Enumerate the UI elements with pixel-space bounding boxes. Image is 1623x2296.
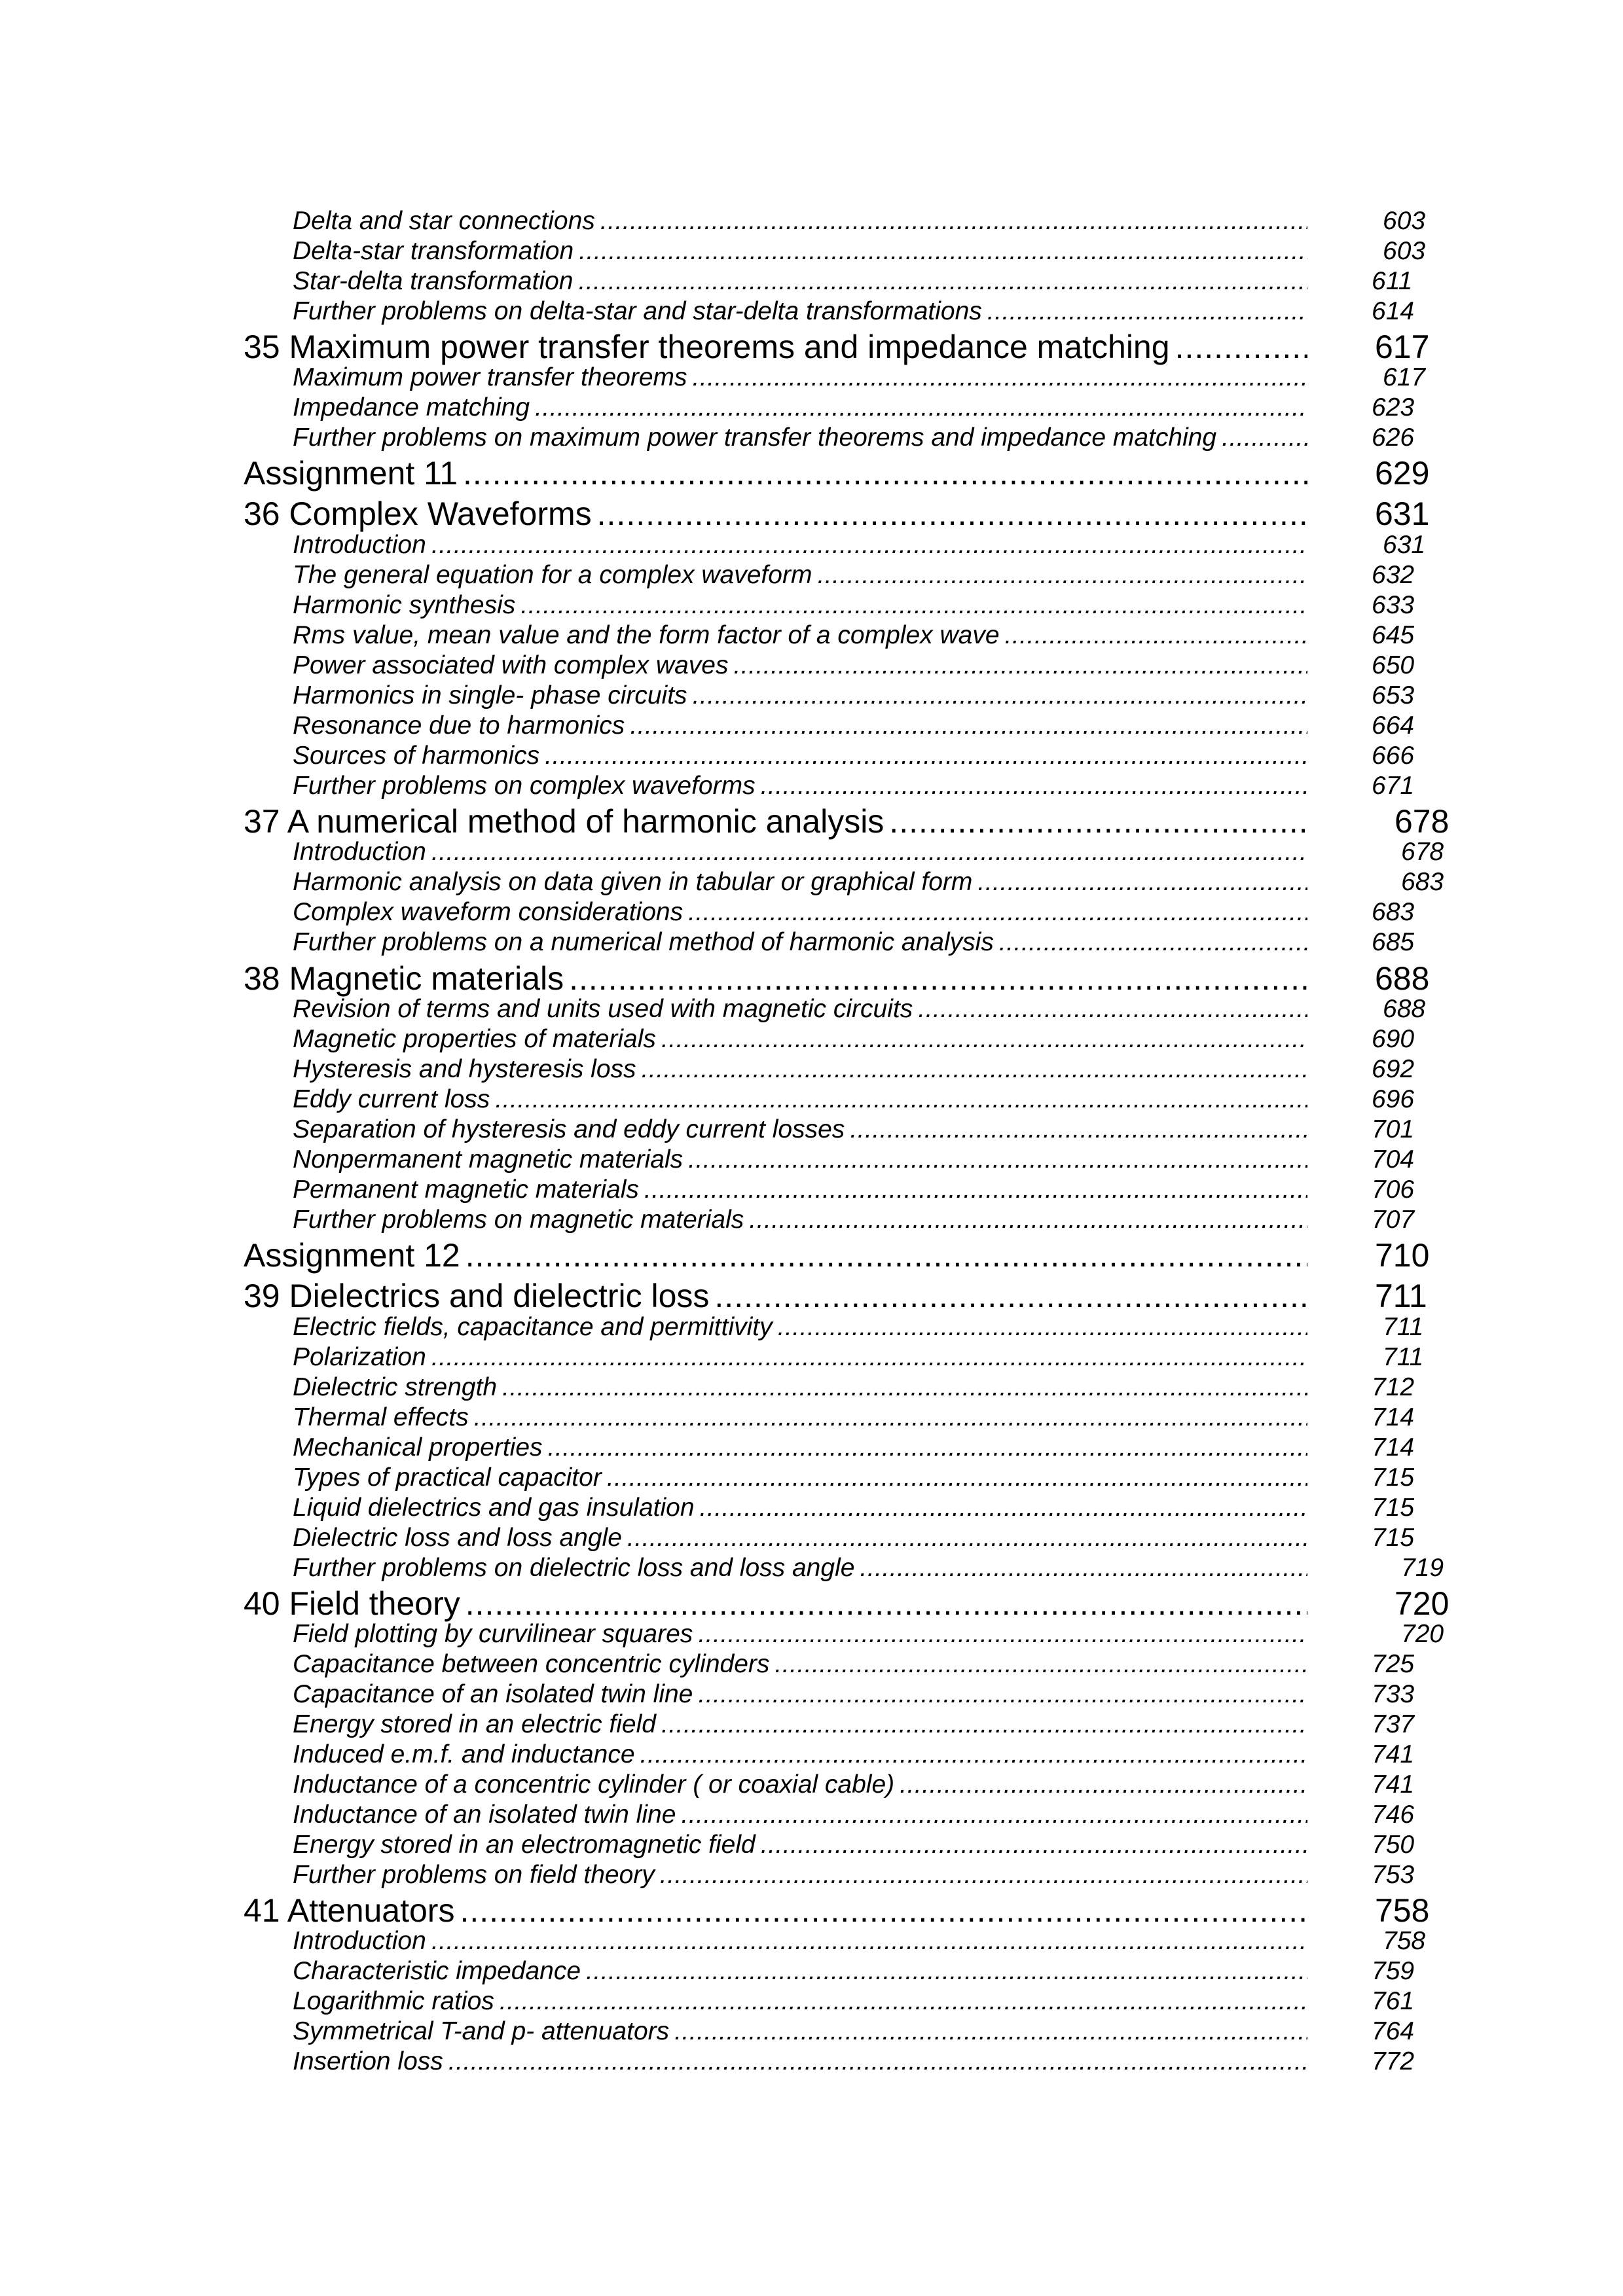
dot-leader (465, 1587, 1307, 1620)
dot-leader (535, 395, 1307, 420)
entry-title: Further problems on complex waveforms (293, 772, 756, 800)
dot-leader (545, 743, 1307, 768)
entry-title: Energy stored in an electric field (293, 1710, 656, 1738)
dot-leader (688, 1147, 1307, 1172)
page-number: 666 (1372, 742, 1415, 770)
page-number: 632 (1372, 561, 1415, 589)
toc-section-entry (293, 1086, 1307, 1112)
dot-leader (431, 839, 1307, 865)
dot-leader (850, 1117, 1307, 1142)
toc-section-entry (293, 1147, 1307, 1172)
toc-section-entry (293, 365, 1307, 390)
page-number: 741 (1372, 1770, 1415, 1799)
toc-section-entry (293, 1314, 1307, 1340)
toc-section-entry (293, 1465, 1307, 1490)
entry-title: Revision of terms and units used with magnetic circuits (293, 995, 913, 1023)
entry-title: Further problems on dielectric loss and loss angle (293, 1554, 855, 1582)
dot-leader (860, 1555, 1307, 1581)
dot-leader (597, 497, 1307, 530)
entry-title: 37 A numerical method of harmonic analysis (244, 803, 884, 840)
dot-leader (548, 1435, 1307, 1460)
entry-title: Capacitance between concentric cylinders (293, 1650, 770, 1678)
dot-leader (607, 1465, 1307, 1490)
dot-leader (520, 592, 1307, 618)
entry-title: 40 Field theory (244, 1585, 460, 1622)
toc-chapter-entry (244, 962, 1307, 995)
toc-chapter-entry (244, 457, 1307, 490)
page-number: 712 (1372, 1373, 1415, 1401)
toc-section-entry (293, 1405, 1307, 1430)
entry-title: Further problems on maximum power transfer theorems and impedance matching (293, 423, 1217, 452)
dot-leader (448, 2049, 1307, 2074)
dot-leader (502, 1374, 1307, 1400)
toc-section-entry (293, 869, 1307, 895)
page-number: 678 (1401, 838, 1444, 866)
page-number: 758 (1375, 1892, 1430, 1929)
toc-section-entry (293, 532, 1307, 558)
dot-leader (900, 1772, 1307, 1797)
page-number: 645 (1372, 621, 1415, 649)
dot-leader (693, 365, 1307, 390)
entry-title: Electric fields, capacitance and permittivity (293, 1313, 773, 1341)
page-number: 614 (1372, 297, 1415, 325)
toc-section-entry (293, 1117, 1307, 1142)
page-number: 720 (1401, 1620, 1444, 1648)
page-number: 701 (1372, 1115, 1415, 1143)
page-number: 633 (1372, 591, 1415, 619)
dot-leader (463, 457, 1307, 490)
entry-title: Further problems on magnetic materials (293, 1206, 744, 1234)
entry-title: Liquid dielectrics and gas insulation (293, 1494, 695, 1522)
toc-section-entry (293, 713, 1307, 738)
toc-section-entry (293, 1802, 1307, 1827)
page-number: 631 (1383, 531, 1426, 559)
entry-title: Sources of harmonics (293, 742, 540, 770)
toc-section-entry (293, 1928, 1307, 1954)
entry-title: Thermal effects (293, 1403, 469, 1431)
page-number: 761 (1372, 1987, 1415, 2015)
entry-title: Mechanical properties (293, 1433, 543, 1462)
dot-leader (977, 869, 1307, 895)
page-number: 671 (1372, 772, 1415, 800)
dot-leader (569, 962, 1307, 995)
entry-title: Introduction (293, 531, 426, 559)
toc-chapter-entry (244, 1280, 1307, 1312)
page-number: 611 (1372, 267, 1413, 295)
entry-title: Characteristic impedance (293, 1957, 581, 1985)
toc-section-entry (293, 1621, 1307, 1647)
dot-leader (700, 1495, 1307, 1520)
toc-section-entry (293, 1344, 1307, 1370)
entry-title: Further problems on a numerical method of harmonic analysis (293, 928, 994, 956)
entry-title: Eddy current loss (293, 1085, 490, 1113)
page-number: 664 (1372, 711, 1415, 740)
toc-section-entry (293, 996, 1307, 1022)
toc-section-entry (293, 653, 1307, 678)
entry-title: Resonance due to harmonics (293, 711, 625, 740)
page-number: 696 (1372, 1085, 1415, 1113)
toc-section-entry (293, 395, 1307, 420)
dot-leader (1175, 331, 1307, 363)
dot-leader (579, 238, 1307, 264)
toc-section-entry (293, 1026, 1307, 1052)
entry-title: Introduction (293, 1927, 426, 1955)
dot-leader (681, 1802, 1307, 1827)
toc-section-entry (293, 929, 1307, 955)
page-number: 758 (1383, 1927, 1426, 1955)
entry-title: Permanent magnetic materials (293, 1175, 639, 1204)
dot-leader (1005, 622, 1307, 648)
entry-title: Polarization (293, 1343, 426, 1371)
dot-leader (918, 996, 1307, 1022)
dot-leader (688, 899, 1307, 925)
entry-title: 39 Dielectrics and dielectric loss (244, 1278, 710, 1314)
dot-leader (642, 1056, 1307, 1082)
entry-title: Star-delta transformation (293, 267, 574, 295)
page-number: 753 (1372, 1861, 1415, 1889)
toc-section-entry (293, 425, 1307, 450)
page-number: 733 (1372, 1680, 1415, 1708)
page-number: 707 (1372, 1206, 1415, 1234)
dot-leader (627, 1525, 1307, 1551)
page-number: 706 (1372, 1175, 1415, 1204)
dot-leader (431, 1928, 1307, 1954)
dot-leader (761, 773, 1307, 798)
page-number: 683 (1372, 898, 1415, 926)
page-number: 650 (1372, 651, 1415, 679)
page-number: 683 (1401, 868, 1444, 896)
entry-title: Field plotting by curvilinear squares (293, 1620, 693, 1648)
toc-section-entry (293, 268, 1307, 294)
page-number: 617 (1383, 363, 1426, 391)
dot-leader (761, 1832, 1307, 1857)
toc-section-entry (293, 622, 1307, 648)
entry-title: Harmonic synthesis (293, 591, 516, 619)
dot-leader (987, 298, 1307, 324)
toc-section-entry (293, 1958, 1307, 1984)
page-number: 629 (1375, 455, 1430, 492)
dot-leader (579, 268, 1308, 294)
toc-chapter-entry (244, 805, 1307, 838)
toc-section-entry (293, 1177, 1307, 1202)
entry-title: Magnetic properties of materials (293, 1025, 656, 1053)
toc-section-entry (293, 1712, 1307, 1737)
entry-title: Dielectric strength (293, 1373, 498, 1401)
toc-section-entry (293, 592, 1307, 618)
page-number: 623 (1372, 393, 1415, 422)
page-number: 688 (1375, 960, 1430, 997)
toc-section-entry (293, 683, 1307, 708)
page-number: 715 (1372, 1494, 1415, 1522)
dot-leader (431, 1344, 1307, 1370)
toc-chapter-entry (244, 1894, 1307, 1927)
toc-section-entry (293, 1772, 1307, 1797)
toc-section-entry (293, 2049, 1307, 2074)
entry-title: Delta and star connections (293, 207, 595, 235)
page-number: 631 (1375, 495, 1430, 532)
page-number: 603 (1383, 237, 1426, 265)
page-number: 715 (1372, 1524, 1415, 1552)
entry-title: Insertion loss (293, 2047, 443, 2075)
toc-chapter-entry (244, 497, 1307, 530)
dot-leader (586, 1958, 1307, 1984)
page-number: 626 (1372, 423, 1415, 452)
entry-title: 36 Complex Waveforms (244, 495, 592, 532)
dot-leader (460, 1894, 1307, 1927)
page-number: 711 (1383, 1313, 1424, 1341)
dot-leader (500, 1988, 1307, 2014)
entry-title: Further problems on delta-star and star-delta transformations (293, 297, 982, 325)
toc-section-entry (293, 1862, 1307, 1888)
dot-leader (698, 1681, 1307, 1707)
page-number: 719 (1401, 1554, 1444, 1582)
toc-section-entry (293, 208, 1307, 234)
page-number: 746 (1372, 1801, 1415, 1829)
dot-leader (600, 208, 1307, 234)
toc-section-entry (293, 2018, 1307, 2044)
toc-section-entry (293, 743, 1307, 768)
toc-section-entry (293, 1435, 1307, 1460)
dot-leader (698, 1621, 1307, 1647)
page-number: 759 (1372, 1957, 1415, 1985)
page-number: 725 (1372, 1650, 1415, 1678)
page-number: 711 (1375, 1278, 1427, 1314)
dot-leader (660, 1862, 1307, 1888)
entry-title: Logarithmic ratios (293, 1987, 494, 2015)
dot-leader (999, 929, 1307, 955)
entry-title: Assignment 11 (244, 455, 458, 492)
dot-leader (661, 1712, 1307, 1737)
entry-title: Harmonics in single- phase circuits (293, 681, 687, 709)
dot-leader (778, 1314, 1307, 1340)
page-number: 715 (1372, 1463, 1415, 1492)
dot-leader (1222, 425, 1307, 450)
toc-section-entry (293, 1056, 1307, 1082)
toc-section-entry (293, 839, 1307, 865)
toc-section-entry (293, 899, 1307, 925)
page-number: 711 (1383, 1343, 1424, 1371)
page-number: 714 (1372, 1403, 1415, 1431)
toc-section-entry (293, 1681, 1307, 1707)
page-number: 690 (1372, 1025, 1415, 1053)
entry-title: Introduction (293, 838, 426, 866)
page-number: 704 (1372, 1145, 1415, 1174)
toc-chapter-entry (244, 1587, 1307, 1620)
dot-leader (661, 1026, 1307, 1052)
toc-section-entry (293, 1651, 1307, 1677)
entry-title: Impedance matching (293, 393, 530, 422)
entry-title: Inductance of a concentric cylinder ( or coaxial cable) (293, 1770, 895, 1799)
page-number: 737 (1372, 1710, 1415, 1738)
page-number: 617 (1375, 329, 1430, 365)
entry-title: 35 Maximum power transfer theorems and impedance matching (244, 329, 1170, 365)
page-number: 750 (1372, 1831, 1415, 1859)
entry-title: 41 Attenuators (244, 1892, 455, 1929)
page-number: 685 (1372, 928, 1415, 956)
entry-title: Energy stored in an electromagnetic field (293, 1831, 756, 1859)
dot-leader (630, 713, 1307, 738)
entry-title: Types of practical capacitor (293, 1463, 602, 1492)
dot-leader (474, 1405, 1307, 1430)
entry-title: Separation of hysteresis and eddy current losses (293, 1115, 845, 1143)
toc-section-entry (293, 298, 1307, 324)
entry-title: Maximum power transfer theorems (293, 363, 687, 391)
dot-leader (465, 1239, 1307, 1272)
toc-section-entry (293, 1555, 1307, 1581)
dot-leader (693, 683, 1307, 708)
dot-leader (775, 1651, 1307, 1677)
dot-leader (749, 1207, 1307, 1232)
toc-section-entry (293, 562, 1307, 588)
dot-leader (431, 532, 1307, 558)
dot-leader (640, 1742, 1307, 1767)
page-number: 772 (1372, 2047, 1415, 2075)
entry-title: Delta-star transformation (293, 237, 574, 265)
entry-title: Assignment 12 (244, 1237, 460, 1274)
entry-title: The general equation for a complex waveform (293, 561, 812, 589)
entry-title: Harmonic analysis on data given in tabular or graphical form (293, 868, 973, 896)
page-number: 764 (1372, 2017, 1415, 2045)
toc-section-entry (293, 1207, 1307, 1232)
toc-section-entry (293, 1374, 1307, 1400)
page-number: 714 (1372, 1433, 1415, 1462)
page-number: 692 (1372, 1055, 1415, 1083)
entry-title: Further problems on field theory (293, 1861, 655, 1889)
page-number: 688 (1383, 995, 1426, 1023)
toc-chapter-entry (244, 1239, 1307, 1272)
entry-title: Complex waveform considerations (293, 898, 684, 926)
page-number: 741 (1372, 1740, 1415, 1768)
toc-section-entry (293, 773, 1307, 798)
toc-section-entry (293, 1525, 1307, 1551)
entry-title: Nonpermanent magnetic materials (293, 1145, 684, 1174)
toc-chapter-entry (244, 331, 1307, 363)
toc-section-entry (293, 238, 1307, 264)
entry-title: 38 Magnetic materials (244, 960, 564, 997)
entry-title: Induced e.m.f. and inductance (293, 1740, 635, 1768)
page-number: 653 (1372, 681, 1415, 709)
toc-section-entry (293, 1495, 1307, 1520)
entry-title: Symmetrical T-and p- attenuators (293, 2017, 670, 2045)
toc-section-entry (293, 1988, 1307, 2014)
dot-leader (733, 653, 1307, 678)
page-number: 603 (1383, 207, 1426, 235)
dot-leader (495, 1086, 1307, 1112)
toc-section-entry (293, 1742, 1307, 1767)
dot-leader (889, 805, 1307, 838)
entry-title: Rms value, mean value and the form factor of a complex wave (293, 621, 1000, 649)
dot-leader (817, 562, 1307, 588)
entry-title: Dielectric loss and loss angle (293, 1524, 622, 1552)
page-number: 720 (1395, 1585, 1450, 1622)
dot-leader (714, 1280, 1307, 1312)
entry-title: Capacitance of an isolated twin line (293, 1680, 693, 1708)
dot-leader (644, 1177, 1307, 1202)
entry-title: Power associated with complex waves (293, 651, 729, 679)
entry-title: Inductance of an isolated twin line (293, 1801, 676, 1829)
page-number: 710 (1375, 1237, 1430, 1274)
page-number: 678 (1395, 803, 1450, 840)
toc-section-entry (293, 1832, 1307, 1857)
dot-leader (674, 2018, 1307, 2044)
entry-title: Hysteresis and hysteresis loss (293, 1055, 636, 1083)
